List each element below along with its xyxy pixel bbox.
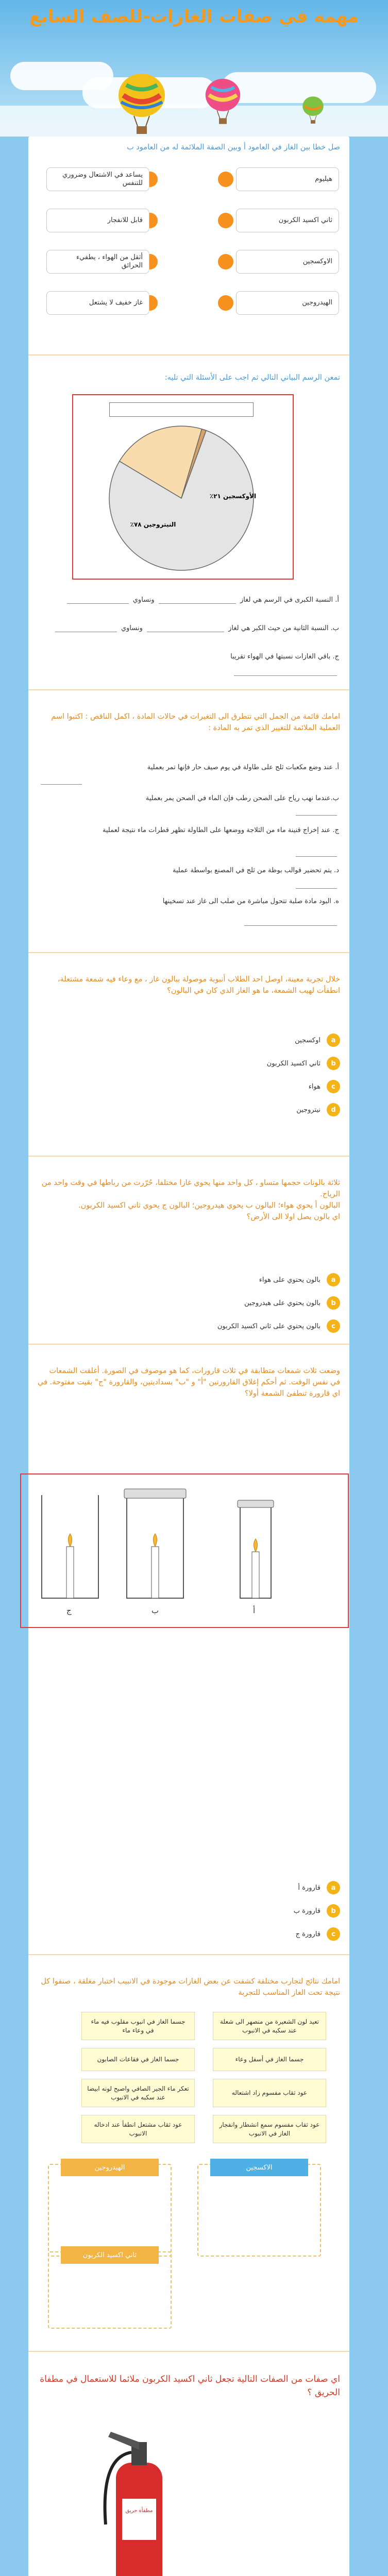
answer-blank[interactable] [147, 625, 224, 632]
prompt-line: البالون أ يحوي هواء؛ البالون ب يحوي هيدروجين؛ البالون ج يحوي ثاني اكسيد الكربون. [78, 1201, 340, 1210]
bin-label: الهيدروجين [61, 2159, 159, 2176]
extinguisher-label: مطفأة حريق [125, 2508, 153, 2514]
match-connector-dot[interactable] [218, 213, 233, 228]
answer-option[interactable] [244, 1296, 340, 1310]
option-letter: d [327, 1103, 340, 1116]
option-label: نيتروجين [296, 1106, 320, 1114]
answer-option[interactable] [296, 1927, 340, 1941]
question-1-matching [28, 137, 349, 355]
answer-line [242, 917, 339, 927]
answer-blank[interactable] [67, 597, 129, 604]
answer-blank[interactable] [296, 850, 337, 857]
answer-line [39, 880, 339, 890]
question-prompt: خلال تجربة معينة، اوصل احد الطلاب أنبوبة موصولة ببالون غاز ، مع وعاء فيه شمعة مشتعلة، انطفأت لهيب الشمعة، ما هو الغاز الذي كان في البالون؟ [57, 975, 340, 995]
draggable-tile[interactable]: جسما الغاز في فقاعات الصابون [81, 2048, 195, 2071]
match-item-label: يساعد في الاشتعال وضروري للتنفس [62, 171, 143, 187]
question-5-falling-balloon [28, 1157, 349, 1345]
hot-air-balloon-icon [204, 77, 242, 126]
option-letter: b [327, 1904, 340, 1918]
answer-option[interactable] [267, 1056, 340, 1071]
match-item[interactable] [46, 209, 149, 232]
question-prompt: امامك نتائج لتجارب مختلفة كشفت عن بعض الغازات موجودة في الانبيب اختبار مغلقة ، صنفوا كل نتيجة تحت الغاز المناسب للتجربة [41, 1977, 340, 1997]
question-prompt: وضعت ثلاث شمعات متطابقة في ثلاث قارورات، كما هو موصوف في الصورة. أغلقت الشمعات في نفس الوقت. ثم أحكم إغلاق القارورتين "أ" و "ب" بسداديتين، والقارورة "ج" بقيت مفتوحة. في اي قارورة تنطفئ الشمعة أولا؟ [38, 1367, 340, 1398]
page-title: مهمه في صفات الغازات-للصف السابع [29, 6, 359, 27]
match-item-label: غاز خفيف لا يشتعل [89, 299, 143, 307]
fill-in-item: د. يتم تحضير قوالب بوظة من ثلج في المصنع بواسطة عملية [172, 867, 339, 874]
question-6-candles [28, 1345, 349, 1955]
draggable-tile[interactable]: جسما الغاز في انبوب مقلوب فيه ماء في وعاء ماء [81, 2012, 195, 2040]
match-connector-dot[interactable] [218, 295, 233, 311]
answer-blank[interactable] [41, 777, 82, 785]
candles-image-frame [20, 1473, 349, 1628]
jar-c [42, 1495, 98, 1598]
chart-frame [72, 394, 294, 580]
draggable-tile[interactable]: جسما الغاز في أسفل وعاء [213, 2048, 326, 2071]
match-item-label: قابل للانفجار [107, 216, 143, 224]
pie-chart [104, 421, 259, 575]
cloud-decoration [0, 106, 388, 137]
question-2-pie-chart [28, 355, 349, 690]
option-label: ثاني اكسيد الكربون [266, 1059, 320, 1067]
match-item[interactable] [46, 291, 149, 315]
option-label: بالون يحتوي على هيدروجين [244, 1299, 320, 1307]
match-item-label: هيليوم [315, 175, 332, 183]
answer-option[interactable] [294, 1904, 340, 1918]
drop-zone-hydrogen[interactable] [48, 2164, 172, 2257]
option-letter: b [327, 1057, 340, 1070]
question-7-classify [28, 1955, 349, 2352]
bin-label: ثاني اكسيد الكربون [61, 2246, 159, 2264]
question-prompt: تمعن الرسم البياني التالي ثم اجب على الأسئلة التي تليه: [164, 374, 340, 382]
jar-label: أ [253, 1606, 256, 1615]
fill-in-item: ج. عند إخراج قنينة ماء من الثلاجة ووضعها على الطاولة تظهر قطرات ماء نتيجة لعملية [102, 826, 339, 834]
match-item[interactable] [236, 209, 339, 232]
question-4-balloon-gas [28, 953, 349, 1157]
answer-blank[interactable] [159, 597, 236, 604]
match-connector-dot[interactable] [218, 172, 233, 187]
draggable-tile[interactable]: تعيد لون الشعيرة من منصهر الى شعلة عند سكبه في الانبوب [213, 2012, 326, 2040]
match-item[interactable] [236, 291, 339, 315]
hot-air-balloon-icon [301, 95, 325, 125]
prompt-line: ثلاثة بالونات حجمها متساو ، كل واحد منها يحوي غازا مختلفا، حُرّرت من رباطها في وقت واحد من الرياح. [41, 1179, 340, 1198]
draggable-tile[interactable]: عود ثقاب مفسوم زاد اشتعاله [213, 2079, 326, 2107]
answer-line [39, 848, 339, 858]
match-item[interactable] [46, 167, 149, 191]
fire-extinguisher-icon [95, 2421, 183, 2576]
fill-in-question [53, 623, 339, 633]
draggable-tile[interactable]: عود ثقاب مشتعل انطفأ عند ادخاله الانبوب [81, 2115, 195, 2143]
answer-blank[interactable] [244, 919, 337, 926]
match-item[interactable] [46, 250, 149, 274]
bin-label: الاكسجين [210, 2159, 308, 2176]
question-text: ب. النسبة الثانية من حيث الكبر هي لغاز [228, 624, 339, 632]
draggable-tile[interactable]: عود ثقاب مفسوم سمع انشطار وانفجار الغاز في الانبوب [213, 2115, 326, 2143]
candle-jars-icon [21, 1475, 348, 1627]
answer-line [39, 807, 339, 817]
fill-in-question [230, 652, 339, 662]
jar-label: ج [66, 1606, 72, 1615]
hot-air-balloon-icon [116, 72, 167, 137]
option-letter: a [327, 1033, 340, 1047]
match-item-label: الاوكسجين [302, 258, 332, 265]
question-8-extinguisher [28, 2352, 349, 2576]
jar-b [124, 1489, 186, 1598]
fill-in-item: أ. عند وضع مكعبات ثلج على طاولة في يوم صيف حار فإنها تمر بعملية [147, 764, 339, 771]
question-text: ونساوي [121, 624, 143, 632]
option-letter: c [327, 1080, 340, 1093]
chart-title-box [109, 402, 254, 417]
match-item-label: ثاني اكسيد الكربون [278, 216, 332, 224]
worksheet-card [28, 137, 349, 2576]
match-item-label: أثقل من الهواء ، يطفيء الحرائق [76, 253, 143, 269]
option-letter: c [327, 1927, 340, 1941]
answer-option[interactable] [295, 1033, 340, 1047]
question-prompt: صل خطا بين الغاز في العامود أ وبين الصفة الملائمة له من العامود ب [127, 143, 340, 151]
slice-label: الأوكسجين ٢١٪ [209, 493, 257, 500]
fill-in-item: ه. البود مادة صلبة تتحول مباشرة من صلب الى غاز عند تسخينها [162, 897, 339, 905]
question-prompt: اي صفات من الصفات التالية تجعل ثاني اكسيد الكربون ملائما للاستعمال في مطفاة الحريق ؟ [40, 2374, 340, 2398]
option-label: بالون يحتوي على ثاني اكسيد الكربون [217, 1322, 320, 1330]
drop-zone-oxygen[interactable] [197, 2164, 321, 2257]
question-text: ونساوي [132, 596, 155, 604]
answer-blank[interactable] [234, 669, 337, 676]
jar-label: ب [151, 1606, 159, 1615]
question-3-state-changes [28, 690, 349, 953]
option-label: قارورة أ [298, 1884, 320, 1892]
question-prompt: امامك قائمة من الجمل التي تتطرق الى التغيرات في حالات المادة ، اكمل الناقص : اكتبوا اسم العملية الملائمة للتغيير الذي تمر به المادة : [51, 713, 340, 732]
match-item[interactable] [236, 167, 339, 191]
answer-blank[interactable] [296, 808, 337, 816]
answer-line [39, 776, 339, 786]
match-item[interactable] [236, 250, 339, 274]
draggable-tile[interactable]: تعكر ماء الجير الصافي واصبح لونه ابيضا عند سكبه في الانبوب [81, 2079, 195, 2107]
option-letter: a [327, 1881, 340, 1894]
option-label: قارورة ب [293, 1907, 320, 1915]
answer-blank[interactable] [55, 625, 117, 632]
question-prompt [38, 1177, 340, 1223]
fill-in-line [39, 667, 339, 677]
option-letter: b [327, 1296, 340, 1310]
question-text: ج. باقي الغازات نسبتها في الهواء تقريبا [230, 653, 339, 660]
question-text: أ. النسبة الكبرى في الرسم هي لغاز [240, 596, 339, 604]
slice-label: النيتروجين ٧٨٪ [130, 521, 176, 528]
jar-a [238, 1500, 274, 1598]
answer-blank[interactable] [296, 882, 337, 889]
option-letter: a [327, 1273, 340, 1286]
option-letter: c [327, 1319, 340, 1333]
answer-option[interactable] [298, 1880, 340, 1895]
match-item-label: الهيدروجين [302, 299, 332, 307]
fill-in-question [65, 595, 339, 605]
answer-option[interactable] [217, 1319, 340, 1333]
cloud-decoration [222, 72, 376, 103]
fill-in-item: ب.عندما نهب رياح على الصحن رطب فإن الماء في الصحن يمر بعملية [145, 794, 339, 802]
option-label: اوكسجين [295, 1036, 320, 1044]
header-banner [0, 0, 388, 137]
prompt-line: اي بالون يصل اولا الى الأرض؟ [246, 1213, 340, 1221]
answer-option[interactable] [259, 1273, 340, 1287]
option-label: قارورة ج [295, 1930, 320, 1938]
answer-option[interactable] [309, 1079, 340, 1094]
option-label: هواء [308, 1082, 320, 1091]
answer-option[interactable] [296, 1103, 340, 1117]
option-label: بالون يحتوي على هواء [259, 1276, 320, 1284]
match-connector-dot[interactable] [218, 254, 233, 269]
